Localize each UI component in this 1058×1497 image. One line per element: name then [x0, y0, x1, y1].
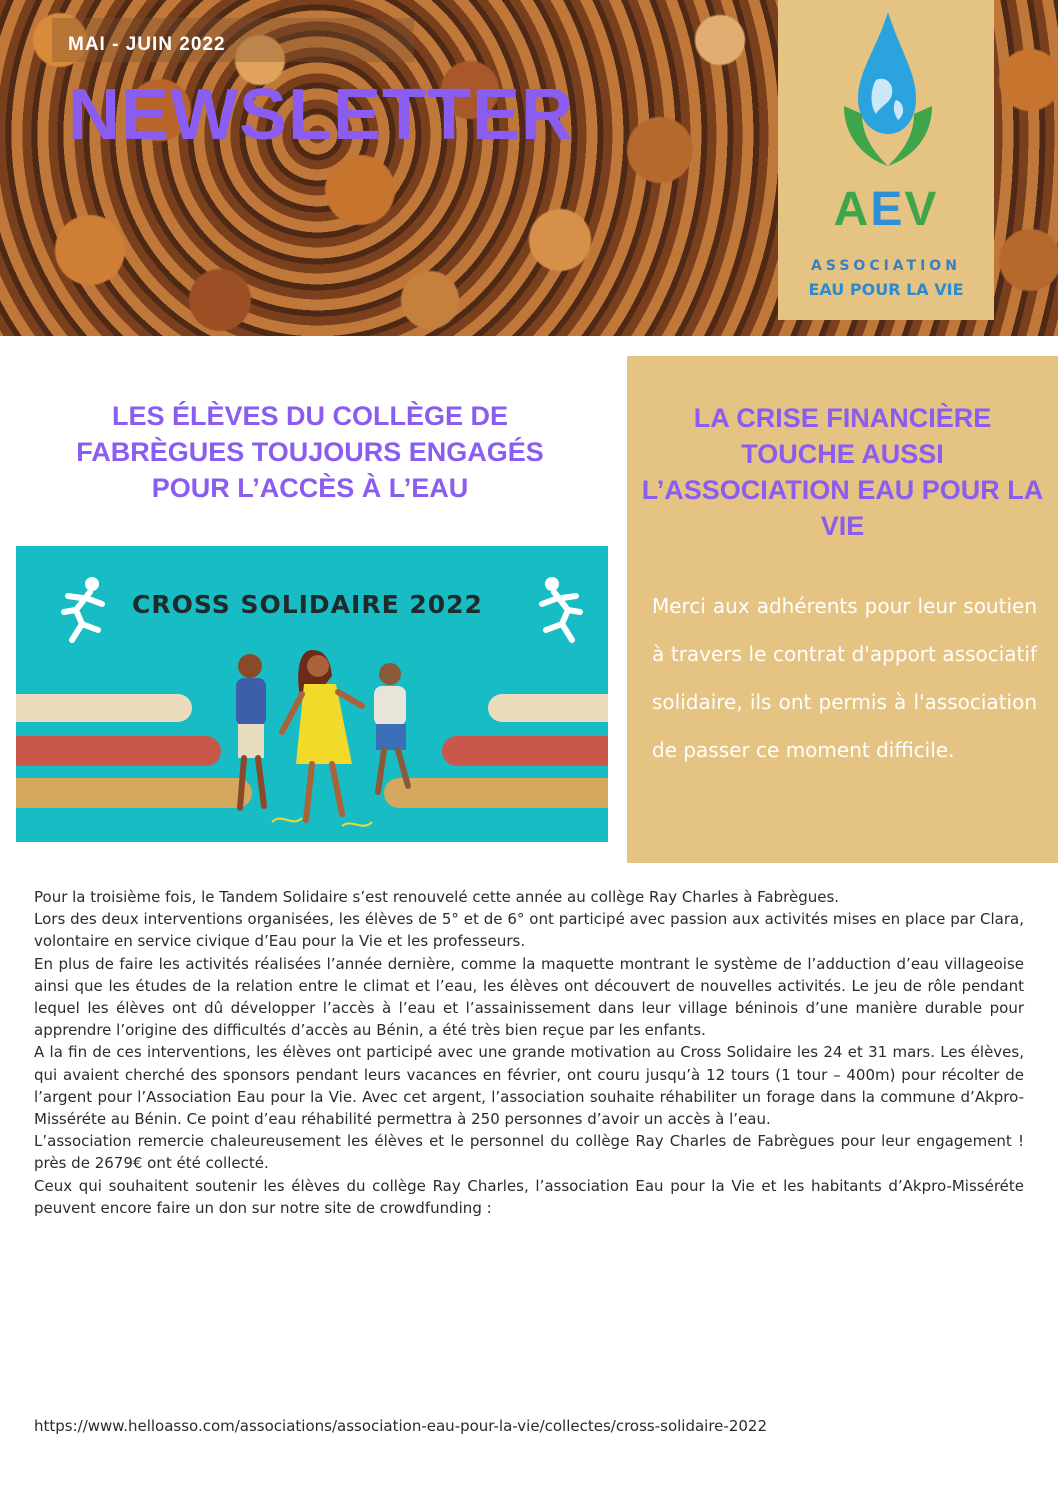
stripe-cream-left: [16, 694, 192, 722]
right-article-heading: LA CRISE FINANCIÈRE TOUCHE AUSSI L’ASSOCIATION EAU POUR LA VIE: [641, 403, 1044, 541]
body-paragraph-5: L’association remercie chaleureusement les élèves et le personnel du collège Ray Charles de Fabrègues pour leur engagement ! près de 2679€ ont été collecté.: [34, 1132, 1024, 1173]
newsletter-title: NEWSLETTER: [68, 75, 574, 155]
stripe-cream-right: [488, 694, 608, 722]
logo-abbreviation: AEV: [833, 183, 939, 236]
right-article-panel: [627, 356, 1058, 863]
cross-solidaire-title: CROSS SOLIDAIRE 2022: [132, 590, 483, 619]
body-paragraph-6: Ceux qui souhaitent soutenir les élèves du collège Ray Charles, l’association Eau pour la Vie et les habitants d’Akpro-Misséréte peuvent encore faire un don sur notre site de crowdfunding :: [34, 1176, 1024, 1217]
logo-line-association: ASSOCIATION: [811, 258, 961, 274]
crowdfunding-link[interactable]: https://www.helloasso.com/associations/association-eau-pour-la-vie/collectes/cross-solidaire-2022: [34, 1417, 768, 1435]
issue-date: MAI - JUIN 2022: [68, 34, 226, 55]
runner-left-icon: [46, 574, 116, 644]
stripe-red-left: [16, 736, 221, 766]
right-article-body: Merci aux adhérents pour leur soutien à travers le contrat d'apport associatif solidaire, ils ont permis à l'association de passer ce moment difficile.: [652, 594, 1037, 762]
body-paragraph-4: A la fin de ces interventions, les élèves ont participé avec une grande motivation au Cross Solidaire les 24 et 31 mars. Les élèves, qui avaient cherché des sponsors pendant leurs vacances en février, ont couru jusqu’à 12 tours (1 tour – 400m) pour récolter de l’argent pour l’Association Eau pour la Vie. Avec cet argent, l’association souhaite réhabiliter un forage dans la commune d’Akpro-Misséréte au Bénin. Ce point d’eau réhabilité permettra à 250 personnes d’avoir un accès à l’eau.: [34, 1043, 1024, 1129]
logo-panel: [778, 0, 994, 320]
runner-right-icon: [528, 574, 598, 644]
body-paragraph-2: Lors des deux interventions organisées, les élèves de 5° et de 6° ont participé avec passion aux activités mises en place par Clara, volontaire en service civique d’Eau pour la Vie et les professeurs.: [34, 910, 1024, 951]
running-children-illustration: [212, 636, 432, 836]
left-article-heading: LES ÉLÈVES DU COLLÈGE DE FABRÈGUES TOUJOURS ENGAGÉS POUR L’ACCÈS À L’EAU: [76, 401, 544, 503]
logo-line-name: EAU POUR LA VIE: [808, 280, 964, 299]
stripe-red-right: [442, 736, 608, 766]
article-body: [34, 886, 1024, 1219]
body-paragraph-1: Pour la troisième fois, le Tandem Solidaire s’est renouvelé cette année au collège Ray Charles à Fabrègues.: [34, 888, 840, 906]
water-drop-logo-icon: [836, 10, 936, 180]
body-paragraph-3: En plus de faire les activités réalisées l’année dernière, comme la maquette montrant le système de l’adduction d’eau villageoise ainsi que les études de la relation entre le climat et l’eau, les élèves ont découvert de nouvelles activités. Le jeu de rôle pendant lequel les élèves ont dû développer l’accès à l’eau et l’assainissement dans leur village béninois d’une manière durable pour apprendre l’origine des difficultés d’accès au Bénin, a été très bien reçue par les enfants.: [34, 954, 1024, 1040]
cross-solidaire-illustration: [16, 546, 608, 842]
